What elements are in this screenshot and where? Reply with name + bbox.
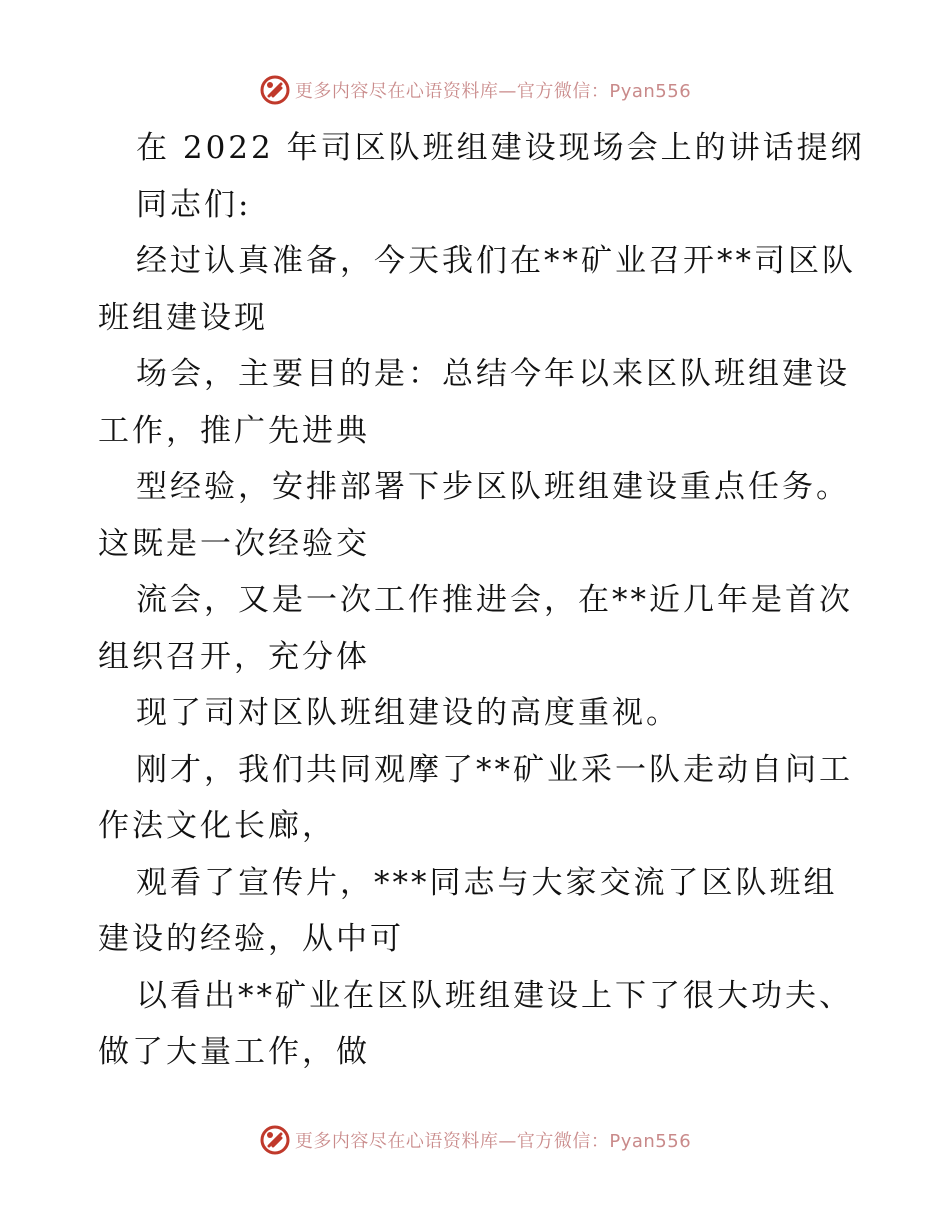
text-line: 这既是一次经验交 <box>98 525 370 562</box>
text-line: 观看了宣传片，***同志与大家交流了区队班组 <box>136 864 838 901</box>
footer-banner-text: 更多内容尽在心语资料库—官方微信：Pyan556 <box>294 1131 692 1152</box>
text-line: 以看出**矿业在区队班组建设上下了很大功夫、 <box>136 977 853 1014</box>
header-banner-text: 更多内容尽在心语资料库—官方微信：Pyan556 <box>294 81 692 102</box>
logo-icon <box>259 74 291 106</box>
text-line: 流会，又是一次工作推进会，在**近几年是首次 <box>136 582 853 618</box>
document-body <box>98 120 865 1081</box>
text-line: 经过认真准备，今天我们在**矿业召开**司区队 <box>136 243 856 279</box>
header-banner-inner <box>259 74 691 106</box>
text-line: 在 2022 年司区队班组建设现场会上的讲话提纲 <box>136 130 865 166</box>
text-line: 作法文化长廊， <box>98 808 336 844</box>
text-line: 班组建设现 <box>98 299 268 336</box>
text-line: 场会，主要目的是：总结今年以来区队班组建设 <box>136 356 850 392</box>
logo-icon <box>259 1124 291 1156</box>
footer-banner-inner <box>259 1124 691 1156</box>
text-line: 刚才，我们共同观摩了**矿业采一队走动自问工 <box>136 751 853 788</box>
text-line: 做了大量工作，做 <box>98 1034 370 1070</box>
text-line: 同志们: <box>136 186 252 223</box>
text-line: 工作，推广先进典 <box>98 412 370 449</box>
text-line: 现了司对区队班组建设的高度重视。 <box>136 695 680 731</box>
text-line: 建设的经验，从中可 <box>98 921 404 957</box>
text-line: 组织召开，充分体 <box>98 638 370 675</box>
text-line: 型经验，安排部署下步区队班组建设重点任务。 <box>136 469 850 505</box>
header-banner <box>0 70 950 110</box>
footer-banner <box>0 1120 950 1160</box>
